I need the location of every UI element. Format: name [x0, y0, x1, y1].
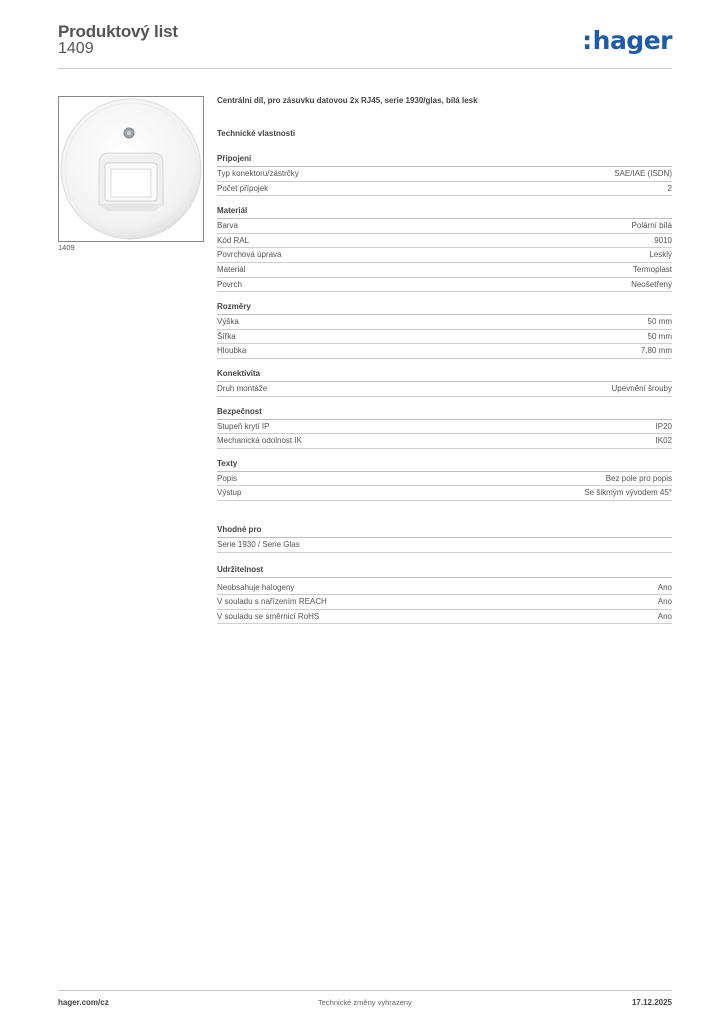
spec-value: 50 mm — [647, 317, 672, 327]
spec-row — [217, 182, 672, 197]
spec-label: Povrch — [217, 279, 242, 289]
spec-label: V souladu se směrnicí RoHS — [217, 611, 320, 621]
spec-label: Výstup — [217, 488, 242, 498]
spec-row — [217, 219, 672, 234]
spec-row — [217, 248, 672, 263]
spec-value: IP20 — [655, 421, 672, 431]
spec-row — [217, 538, 672, 553]
product-image — [58, 96, 204, 242]
spec-label: Stupeň krytí IP — [217, 421, 270, 431]
section-bezpecnost — [217, 407, 672, 449]
technical-properties-title: Technické vlastnosti — [217, 129, 296, 138]
socket-cover-icon — [59, 97, 203, 241]
spec-value: Se šikmým vývodem 45° — [584, 488, 672, 498]
section-title: Bezpečnost — [217, 407, 672, 420]
section-vhodne-pro — [217, 525, 672, 553]
product-description: Centrální díl, pro zásuvku datovou 2x RJ45, serie 1930/glas, bílá lesk — [217, 96, 478, 105]
spec-row — [217, 581, 672, 596]
section-title: Rozměry — [217, 302, 672, 315]
spec-label: Serie 1930 / Serie Glas — [217, 539, 300, 549]
spec-label: Mechanická odolnost IK — [217, 436, 302, 446]
page-header — [58, 20, 672, 69]
spec-label: Neobsahuje halogeny — [217, 582, 295, 592]
section-texty — [217, 459, 672, 501]
spec-value: Neošetřený — [631, 279, 672, 289]
spec-value: Lesklý — [649, 250, 672, 260]
spec-value: SAE/IAE (ISDN) — [614, 169, 672, 178]
spec-row — [217, 315, 672, 330]
spec-label: Kód RAL — [217, 235, 250, 245]
spec-value: Ano — [657, 611, 672, 621]
spec-value: Termoplast — [632, 264, 672, 274]
spec-value: Bez pole pro popis — [605, 473, 672, 483]
section-pripojeni — [217, 154, 672, 196]
footer-date: 17.12.2025 — [631, 998, 672, 1007]
section-material — [217, 206, 672, 292]
specification-content — [217, 96, 672, 624]
spec-label: Povrchová úprava — [217, 250, 282, 260]
spec-row — [217, 434, 672, 449]
section-title: Texty — [217, 459, 672, 472]
spec-label: Počet přípojek — [217, 183, 269, 193]
spec-row — [217, 420, 672, 435]
spec-value: IK02 — [655, 436, 672, 446]
spec-value: 2 — [667, 183, 672, 193]
product-image-caption: 1409 — [58, 243, 75, 252]
spec-row — [217, 344, 672, 359]
spec-label: Barva — [217, 221, 238, 231]
spec-row — [217, 486, 672, 501]
spec-label: Hloubka — [217, 346, 247, 356]
spec-row — [217, 610, 672, 625]
spec-label: Výška — [217, 317, 239, 327]
section-rozmery — [217, 302, 672, 359]
spec-value: 50 mm — [647, 331, 672, 341]
product-number: 1409 — [58, 40, 94, 57]
section-konektivita — [217, 369, 672, 397]
footer-website-link[interactable]: hager.com/cz — [58, 998, 109, 1007]
section-title: Připojení — [217, 154, 672, 167]
hager-logo: :hager — [582, 26, 672, 55]
spec-row — [217, 234, 672, 249]
spec-row — [217, 472, 672, 487]
spec-label: Materiál — [217, 264, 246, 274]
spec-row — [217, 330, 672, 345]
page-footer — [58, 990, 672, 1015]
spec-label: Popis — [217, 473, 238, 483]
spec-label: Druh montáže — [217, 383, 268, 393]
spec-value: 9010 — [654, 235, 672, 245]
page-title: Produktový list — [58, 22, 178, 41]
spec-value: Ano — [657, 582, 672, 592]
spec-row — [217, 167, 672, 182]
section-title: Udržitelnost — [217, 565, 672, 578]
spec-row — [217, 382, 672, 397]
spec-value: Ano — [657, 597, 672, 607]
spec-label: Šířka — [217, 331, 236, 341]
spec-value: Polární bílá — [631, 221, 672, 231]
spec-value: Upevnění šrouby — [611, 383, 672, 393]
spec-row — [217, 595, 672, 610]
footer-notice: Technické změny vyhrazeny — [318, 998, 412, 1007]
spec-label: V souladu s nařízením REACH — [217, 597, 327, 607]
spec-row — [217, 263, 672, 278]
section-title: Materiál — [217, 206, 672, 219]
section-title: Vhodné pro — [217, 525, 672, 538]
spec-row — [217, 278, 672, 293]
spec-value: 7,80 mm — [640, 346, 672, 356]
section-title: Konektivita — [217, 369, 672, 382]
section-udrzitelnost — [217, 565, 672, 625]
logo-text: hager — [592, 26, 672, 55]
spec-label: Typ konektoru/zástrčky — [217, 169, 299, 178]
